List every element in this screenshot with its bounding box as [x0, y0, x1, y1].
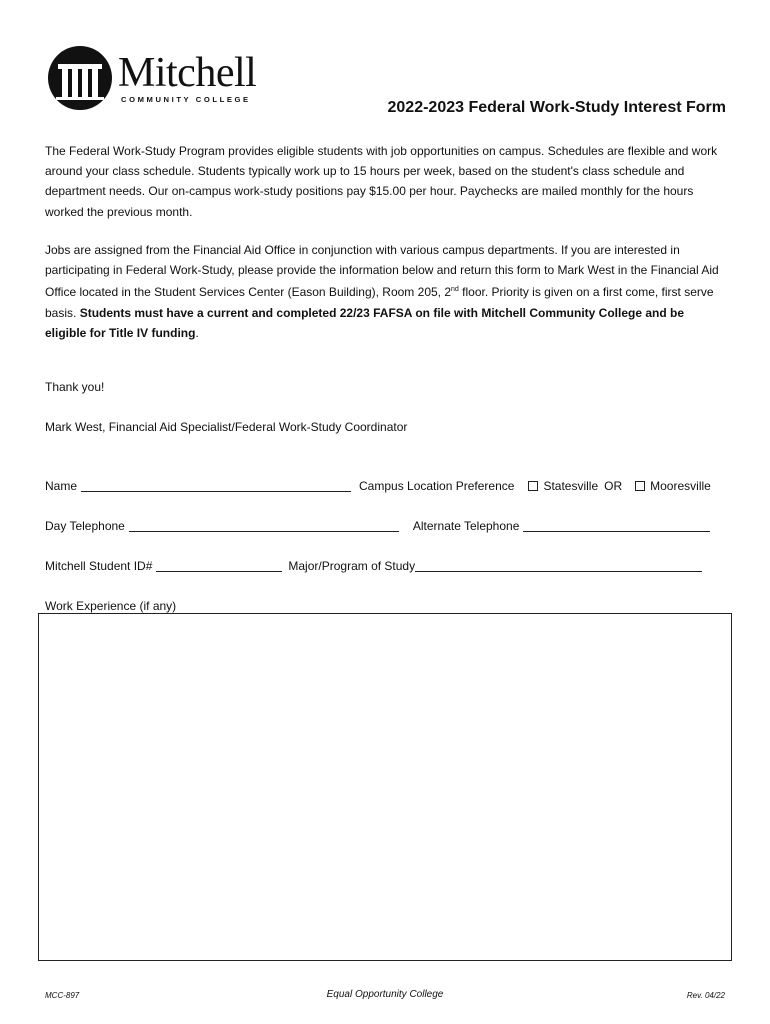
major-field[interactable] — [415, 559, 702, 572]
form-code: MCC-897 — [45, 991, 80, 1000]
equal-opportunity-text: Equal Opportunity College — [326, 989, 444, 1000]
mooresville-label: Mooresville — [650, 479, 711, 493]
telephone-row — [45, 518, 725, 534]
name-field[interactable] — [81, 479, 351, 492]
day-phone-field[interactable] — [129, 519, 399, 532]
name-row — [45, 478, 725, 494]
mooresville-checkbox[interactable] — [635, 481, 645, 491]
intro-paragraph: The Federal Work-Study Program provides eligible students with job opportunities on campus. Schedules are flexible and work around your class schedule. Students typically work up to 15 hours per week, based on the student's class schedule and department needs. Our on-campus work-study positions pay $15.00 per hour. Paychecks are mailed monthly for the hours worked the previous month. — [45, 144, 718, 219]
jobs-text-a: Jobs are assigned from the Financial Aid Office in conjunction with various campus departments. If you are interested in participating in Federal Work-Study, please provide the information below and return this form to Mark West in the Financial Aid Office located in the Student Services Center (Eason Building), Room 205, 2 — [45, 243, 719, 300]
work-experience-label: Work Experience (if any) — [45, 599, 177, 613]
logo-wordmark: Mitchell — [118, 50, 257, 96]
revision-date: Rev. 04/22 — [686, 991, 725, 1000]
statesville-checkbox[interactable] — [528, 481, 538, 491]
logo-subtitle: COMMUNITY COLLEGE — [121, 95, 251, 104]
student-id-label: Mitchell Student ID# — [45, 559, 153, 573]
jobs-text-b: floor. Priority is given on a first come, first serve basis. — [45, 285, 714, 320]
jobs-paragraph — [45, 240, 725, 343]
campus-label: Campus Location Preference — [359, 479, 515, 493]
major-label: Major/Program of Study — [288, 559, 416, 573]
jobs-superscript: nd — [451, 286, 459, 294]
or-text: OR — [604, 479, 623, 493]
statesville-label: Statesville — [543, 479, 599, 493]
day-phone-label: Day Telephone — [45, 519, 125, 533]
student-id-field[interactable] — [156, 559, 282, 572]
work-experience-box[interactable] — [38, 613, 732, 961]
alt-phone-field[interactable] — [523, 519, 710, 532]
name-label: Name — [45, 479, 78, 493]
jobs-text-end: . — [195, 325, 199, 340]
eligibility-requirement: Students must have a current and completed 22/23 FAFSA on file with Mitchell Community College and be eligible for Title IV funding — [45, 305, 685, 340]
thanks-text: Thank you! — [45, 380, 105, 394]
form-title: 2022-2023 Federal Work-Study Interest Form — [387, 99, 726, 116]
alt-phone-label: Alternate Telephone — [412, 519, 520, 533]
student-id-row — [45, 558, 725, 574]
coordinator-signature: Mark West, Financial Aid Specialist/Federal Work-Study Coordinator — [45, 420, 408, 434]
